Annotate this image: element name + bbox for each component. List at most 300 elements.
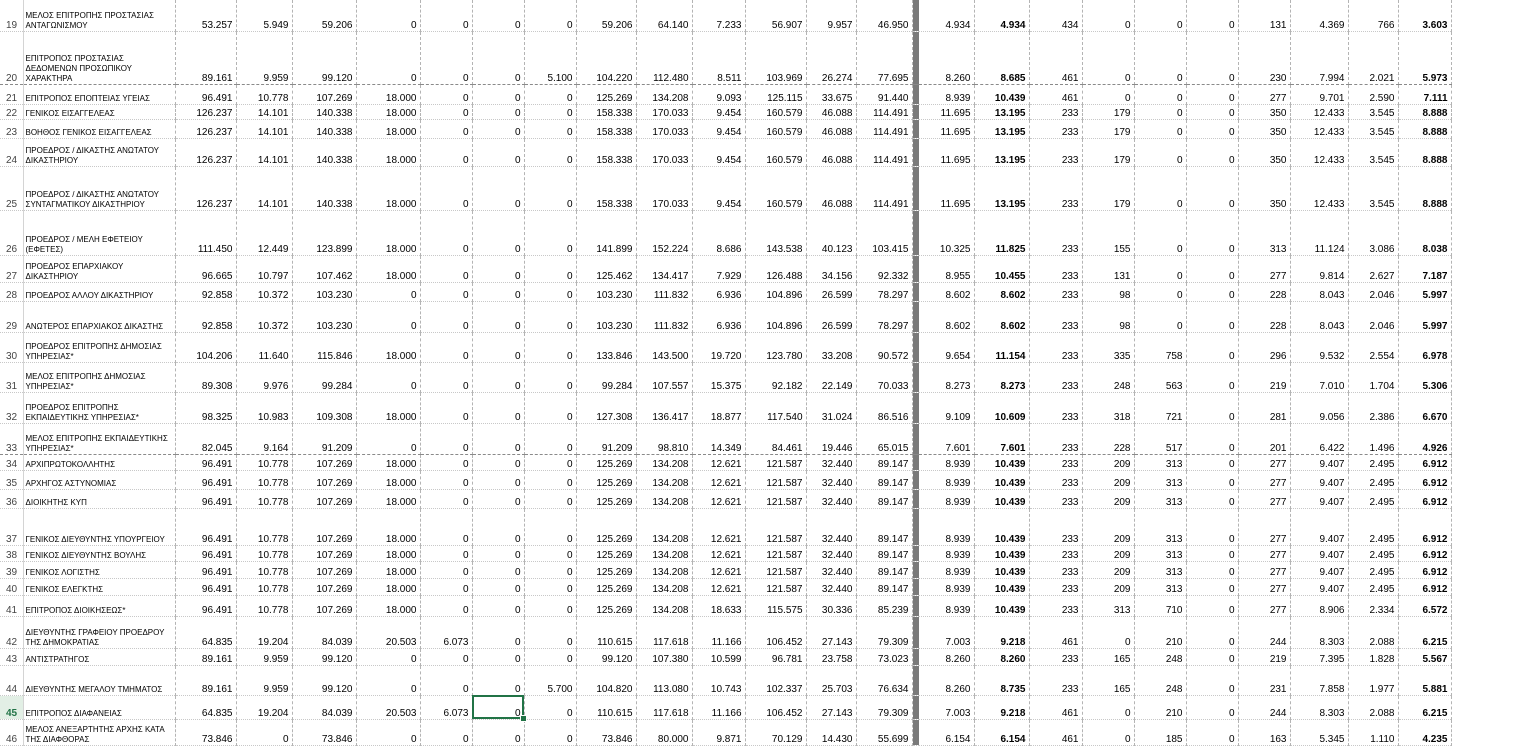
- value-cell[interactable]: 8.511: [692, 31, 745, 84]
- value-cell[interactable]: 0: [472, 282, 524, 301]
- value-cell[interactable]: 244: [1238, 616, 1290, 648]
- value-cell[interactable]: 0: [356, 31, 420, 84]
- value-cell[interactable]: 92.332: [856, 255, 912, 282]
- value-cell[interactable]: 131: [1082, 255, 1134, 282]
- value-cell[interactable]: 8.888: [1398, 166, 1451, 210]
- value-cell[interactable]: 0: [472, 508, 524, 545]
- value-cell[interactable]: 6.912: [1398, 470, 1451, 489]
- value-cell[interactable]: 0: [1186, 166, 1238, 210]
- value-cell[interactable]: 11.695: [919, 166, 974, 210]
- value-cell[interactable]: 233: [1029, 104, 1082, 119]
- value-cell[interactable]: 0: [1186, 470, 1238, 489]
- position-name-cell[interactable]: ΕΠΙΤΡΟΠΟΣ ΠΡΟΣΤΑΣΙΑΣ ΔΕΔΟΜΕΝΩΝ ΠΡΟΣΩΠΙΚΟΥ ΧΑΡΑΚΤΗΡΑ: [23, 31, 175, 84]
- value-cell[interactable]: 277: [1238, 561, 1290, 578]
- value-cell[interactable]: 10.372: [236, 282, 292, 301]
- value-cell[interactable]: 143.538: [745, 210, 806, 255]
- value-cell[interactable]: 0: [420, 166, 472, 210]
- value-cell[interactable]: 115.575: [745, 595, 806, 616]
- value-cell[interactable]: 92.858: [175, 282, 236, 301]
- value-cell[interactable]: 0: [524, 392, 576, 423]
- value-cell[interactable]: 0: [472, 84, 524, 104]
- value-cell[interactable]: 96.491: [175, 508, 236, 545]
- value-cell[interactable]: 0: [1134, 0, 1186, 31]
- value-cell[interactable]: 12.621: [692, 578, 745, 595]
- value-cell[interactable]: 5.881: [1398, 665, 1451, 695]
- value-cell[interactable]: 710: [1134, 595, 1186, 616]
- value-cell[interactable]: 277: [1238, 454, 1290, 470]
- value-cell[interactable]: 0: [524, 166, 576, 210]
- value-cell[interactable]: 73.846: [576, 719, 636, 745]
- value-cell[interactable]: 2.495: [1348, 470, 1398, 489]
- value-cell[interactable]: 0: [1134, 166, 1186, 210]
- value-cell[interactable]: 8.888: [1398, 119, 1451, 138]
- value-cell[interactable]: 6.912: [1398, 545, 1451, 561]
- value-cell[interactable]: 0: [524, 138, 576, 166]
- row-header[interactable]: 29: [0, 301, 23, 332]
- value-cell[interactable]: 758: [1134, 332, 1186, 362]
- value-cell[interactable]: 0: [472, 138, 524, 166]
- value-cell[interactable]: 96.491: [175, 595, 236, 616]
- value-cell[interactable]: 165: [1082, 648, 1134, 665]
- value-cell[interactable]: 5.997: [1398, 282, 1451, 301]
- value-cell[interactable]: 103.230: [292, 282, 356, 301]
- value-cell[interactable]: 10.325: [919, 210, 974, 255]
- value-cell[interactable]: 89.147: [856, 561, 912, 578]
- value-cell[interactable]: 8.602: [974, 301, 1029, 332]
- value-cell[interactable]: 10.439: [974, 489, 1029, 508]
- value-cell[interactable]: 11.166: [692, 616, 745, 648]
- value-cell[interactable]: 59.206: [576, 0, 636, 31]
- value-cell[interactable]: 125.269: [576, 454, 636, 470]
- value-cell[interactable]: 0: [524, 719, 576, 745]
- value-cell[interactable]: 0: [420, 423, 472, 454]
- value-cell[interactable]: 8.735: [974, 665, 1029, 695]
- value-cell[interactable]: 89.147: [856, 489, 912, 508]
- value-cell[interactable]: 233: [1029, 545, 1082, 561]
- value-cell[interactable]: 0: [472, 301, 524, 332]
- value-cell[interactable]: 2.495: [1348, 578, 1398, 595]
- value-cell[interactable]: 10.778: [236, 578, 292, 595]
- value-cell[interactable]: 9.407: [1290, 545, 1348, 561]
- value-cell[interactable]: 0: [472, 210, 524, 255]
- value-cell[interactable]: 10.439: [974, 595, 1029, 616]
- value-cell[interactable]: 10.439: [974, 470, 1029, 489]
- value-cell[interactable]: 233: [1029, 489, 1082, 508]
- value-cell[interactable]: 350: [1238, 166, 1290, 210]
- row-header[interactable]: 46: [0, 719, 23, 745]
- value-cell[interactable]: 6.073: [420, 616, 472, 648]
- value-cell[interactable]: 228: [1082, 423, 1134, 454]
- value-cell[interactable]: 125.269: [576, 508, 636, 545]
- value-cell[interactable]: 12.621: [692, 561, 745, 578]
- value-cell[interactable]: 209: [1082, 470, 1134, 489]
- value-cell[interactable]: 104.896: [745, 282, 806, 301]
- value-cell[interactable]: 0: [1082, 84, 1134, 104]
- value-cell[interactable]: 0: [1082, 616, 1134, 648]
- value-cell[interactable]: 9.218: [974, 695, 1029, 719]
- value-cell[interactable]: 18.000: [356, 104, 420, 119]
- row-header[interactable]: 25: [0, 166, 23, 210]
- row-header[interactable]: 21: [0, 84, 23, 104]
- value-cell[interactable]: 8.273: [974, 362, 1029, 392]
- value-cell[interactable]: 6.422: [1290, 423, 1348, 454]
- position-name-cell[interactable]: ΜΕΛΟΣ ΑΝΕΞΑΡΤΗΤΗΣ ΑΡΧΗΣ ΚΑΤΑ ΤΗΣ ΔΙΑΦΘΟΡΑΣ: [23, 719, 175, 745]
- value-cell[interactable]: 230: [1238, 31, 1290, 84]
- value-cell[interactable]: 32.440: [806, 545, 856, 561]
- value-cell[interactable]: 125.269: [576, 545, 636, 561]
- value-cell[interactable]: 209: [1082, 508, 1134, 545]
- value-cell[interactable]: 134.208: [636, 454, 692, 470]
- row-header[interactable]: 39: [0, 561, 23, 578]
- value-cell[interactable]: 8.939: [919, 489, 974, 508]
- value-cell[interactable]: 99.284: [576, 362, 636, 392]
- value-cell[interactable]: 19.720: [692, 332, 745, 362]
- value-cell[interactable]: 107.269: [292, 470, 356, 489]
- value-cell[interactable]: 0: [472, 648, 524, 665]
- value-cell[interactable]: 0: [420, 561, 472, 578]
- value-cell[interactable]: 2.021: [1348, 31, 1398, 84]
- value-cell[interactable]: 0: [1134, 104, 1186, 119]
- position-name-cell[interactable]: ΕΠΙΤΡΟΠΟΣ ΔΙΟΙΚΗΣΕΩΣ*: [23, 595, 175, 616]
- value-cell[interactable]: 0: [472, 719, 524, 745]
- value-cell[interactable]: 0: [1186, 255, 1238, 282]
- value-cell[interactable]: 121.587: [745, 470, 806, 489]
- value-cell[interactable]: 126.488: [745, 255, 806, 282]
- value-cell[interactable]: 233: [1029, 166, 1082, 210]
- value-cell[interactable]: 9.957: [806, 0, 856, 31]
- value-cell[interactable]: 0: [524, 255, 576, 282]
- row-header[interactable]: 20: [0, 31, 23, 84]
- value-cell[interactable]: 165: [1082, 665, 1134, 695]
- value-cell[interactable]: 0: [1186, 489, 1238, 508]
- value-cell[interactable]: 98.325: [175, 392, 236, 423]
- value-cell[interactable]: 313: [1134, 561, 1186, 578]
- value-cell[interactable]: 107.269: [292, 508, 356, 545]
- value-cell[interactable]: 20.503: [356, 616, 420, 648]
- position-name-cell[interactable]: ΑΝΩΤΕΡΟΣ ΕΠΑΡΧΙΑΚΟΣ ΔΙΚΑΣΤΗΣ: [23, 301, 175, 332]
- value-cell[interactable]: 84.461: [745, 423, 806, 454]
- value-cell[interactable]: 0: [472, 578, 524, 595]
- value-cell[interactable]: 99.284: [292, 362, 356, 392]
- value-cell[interactable]: 0: [356, 282, 420, 301]
- value-cell[interactable]: 103.230: [576, 282, 636, 301]
- value-cell[interactable]: 7.003: [919, 695, 974, 719]
- value-cell[interactable]: 99.120: [292, 31, 356, 84]
- value-cell[interactable]: 12.621: [692, 508, 745, 545]
- value-cell[interactable]: 134.208: [636, 578, 692, 595]
- value-cell[interactable]: 6.215: [1398, 695, 1451, 719]
- value-cell[interactable]: 7.010: [1290, 362, 1348, 392]
- value-cell[interactable]: 96.491: [175, 454, 236, 470]
- value-cell[interactable]: 107.269: [292, 454, 356, 470]
- value-cell[interactable]: 10.778: [236, 508, 292, 545]
- position-name-cell[interactable]: ΕΠΙΤΡΟΠΟΣ ΔΙΑΦΑΝΕΙΑΣ: [23, 695, 175, 719]
- value-cell[interactable]: 0: [472, 332, 524, 362]
- value-cell[interactable]: 185: [1134, 719, 1186, 745]
- value-cell[interactable]: 0: [1134, 255, 1186, 282]
- value-cell[interactable]: 350: [1238, 119, 1290, 138]
- value-cell[interactable]: 70.033: [856, 362, 912, 392]
- row-header[interactable]: 35: [0, 470, 23, 489]
- value-cell[interactable]: 92.182: [745, 362, 806, 392]
- value-cell[interactable]: 0: [420, 665, 472, 695]
- value-cell[interactable]: 1.704: [1348, 362, 1398, 392]
- value-cell[interactable]: 6.912: [1398, 454, 1451, 470]
- value-cell[interactable]: 0: [1082, 0, 1134, 31]
- position-name-cell[interactable]: ΜΕΛΟΣ ΕΠΙΤΡΟΠΗΣ ΕΚΠΑΙΔΕΥΤΙΚΗΣ ΥΠΗΡΕΣΙΑΣ*: [23, 423, 175, 454]
- value-cell[interactable]: 8.043: [1290, 282, 1348, 301]
- value-cell[interactable]: 84.039: [292, 695, 356, 719]
- value-cell[interactable]: 313: [1134, 545, 1186, 561]
- value-cell[interactable]: 9.407: [1290, 489, 1348, 508]
- value-cell[interactable]: 10.778: [236, 561, 292, 578]
- value-cell[interactable]: 107.462: [292, 255, 356, 282]
- value-cell[interactable]: 65.015: [856, 423, 912, 454]
- value-cell[interactable]: 277: [1238, 489, 1290, 508]
- row-header[interactable]: 44: [0, 665, 23, 695]
- value-cell[interactable]: 18.000: [356, 489, 420, 508]
- value-cell[interactable]: 0: [420, 545, 472, 561]
- value-cell[interactable]: 19.204: [236, 616, 292, 648]
- value-cell[interactable]: 27.143: [806, 695, 856, 719]
- value-cell[interactable]: 8.939: [919, 84, 974, 104]
- value-cell[interactable]: 10.778: [236, 454, 292, 470]
- value-cell[interactable]: 248: [1082, 362, 1134, 392]
- value-cell[interactable]: 0: [524, 578, 576, 595]
- value-cell[interactable]: 0: [420, 119, 472, 138]
- value-cell[interactable]: 114.491: [856, 119, 912, 138]
- value-cell[interactable]: 91.209: [576, 423, 636, 454]
- value-cell[interactable]: 233: [1029, 648, 1082, 665]
- value-cell[interactable]: 117.618: [636, 616, 692, 648]
- value-cell[interactable]: 10.439: [974, 561, 1029, 578]
- value-cell[interactable]: 18.000: [356, 392, 420, 423]
- value-cell[interactable]: 313: [1134, 578, 1186, 595]
- value-cell[interactable]: 123.899: [292, 210, 356, 255]
- value-cell[interactable]: 170.033: [636, 119, 692, 138]
- value-cell[interactable]: 158.338: [576, 104, 636, 119]
- value-cell[interactable]: 7.601: [919, 423, 974, 454]
- value-cell[interactable]: 96.491: [175, 545, 236, 561]
- value-cell[interactable]: 0: [472, 31, 524, 84]
- value-cell[interactable]: 0: [420, 454, 472, 470]
- value-cell[interactable]: 233: [1029, 470, 1082, 489]
- value-cell[interactable]: 0: [472, 545, 524, 561]
- value-cell[interactable]: 125.269: [576, 595, 636, 616]
- value-cell[interactable]: 0: [472, 665, 524, 695]
- value-cell[interactable]: 9.454: [692, 104, 745, 119]
- value-cell[interactable]: 0: [472, 392, 524, 423]
- position-name-cell[interactable]: ΕΠΙΤΡΟΠΟΣ ΕΠΟΠΤΕΙΑΣ ΥΓΕΙΑΣ: [23, 84, 175, 104]
- value-cell[interactable]: 11.695: [919, 119, 974, 138]
- value-cell[interactable]: 79.309: [856, 695, 912, 719]
- value-cell[interactable]: 140.338: [292, 104, 356, 119]
- value-cell[interactable]: 233: [1029, 255, 1082, 282]
- value-cell[interactable]: 2.046: [1348, 301, 1398, 332]
- value-cell[interactable]: 1.977: [1348, 665, 1398, 695]
- value-cell[interactable]: 0: [420, 138, 472, 166]
- value-cell[interactable]: 2.495: [1348, 508, 1398, 545]
- value-cell[interactable]: 0: [1186, 332, 1238, 362]
- position-name-cell[interactable]: ΒΟΗΘΟΣ ΓΕΝΙΚΟΣ ΕΙΣΑΓΓΕΛΕΑΣ: [23, 119, 175, 138]
- value-cell[interactable]: 5.567: [1398, 648, 1451, 665]
- value-cell[interactable]: 461: [1029, 616, 1082, 648]
- value-cell[interactable]: 18.000: [356, 454, 420, 470]
- value-cell[interactable]: 335: [1082, 332, 1134, 362]
- row-header[interactable]: 38: [0, 545, 23, 561]
- value-cell[interactable]: 26.599: [806, 282, 856, 301]
- value-cell[interactable]: 23.758: [806, 648, 856, 665]
- value-cell[interactable]: 14.101: [236, 166, 292, 210]
- position-name-cell[interactable]: ΠΡΟΕΔΡΟΣ ΑΛΛΟΥ ΔΙΚΑΣΤΗΡΙΟΥ: [23, 282, 175, 301]
- value-cell[interactable]: 210: [1134, 695, 1186, 719]
- value-cell[interactable]: 11.166: [692, 695, 745, 719]
- value-cell[interactable]: 0: [472, 616, 524, 648]
- value-cell[interactable]: 10.778: [236, 545, 292, 561]
- value-cell[interactable]: 59.206: [292, 0, 356, 31]
- value-cell[interactable]: 64.140: [636, 0, 692, 31]
- value-cell[interactable]: 121.587: [745, 508, 806, 545]
- value-cell[interactable]: 0: [524, 545, 576, 561]
- value-cell[interactable]: 141.899: [576, 210, 636, 255]
- value-cell[interactable]: 0: [1186, 362, 1238, 392]
- value-cell[interactable]: 0: [472, 561, 524, 578]
- value-cell[interactable]: 277: [1238, 470, 1290, 489]
- value-cell[interactable]: 179: [1082, 166, 1134, 210]
- value-cell[interactable]: 25.703: [806, 665, 856, 695]
- value-cell[interactable]: 0: [524, 595, 576, 616]
- value-cell[interactable]: 20.503: [356, 695, 420, 719]
- value-cell[interactable]: 78.297: [856, 301, 912, 332]
- value-cell[interactable]: 11.825: [974, 210, 1029, 255]
- value-cell[interactable]: 111.450: [175, 210, 236, 255]
- value-cell[interactable]: 14.101: [236, 104, 292, 119]
- value-cell[interactable]: 228: [1238, 282, 1290, 301]
- value-cell[interactable]: 0: [524, 210, 576, 255]
- value-cell[interactable]: 318: [1082, 392, 1134, 423]
- value-cell[interactable]: 9.056: [1290, 392, 1348, 423]
- value-cell[interactable]: 0: [1186, 508, 1238, 545]
- value-cell[interactable]: 107.269: [292, 545, 356, 561]
- position-name-cell[interactable]: ΑΝΤΙΣΤΡΑΤΗΓΟΣ: [23, 648, 175, 665]
- value-cell[interactable]: 155: [1082, 210, 1134, 255]
- value-cell[interactable]: 32.440: [806, 489, 856, 508]
- value-cell[interactable]: 0: [1186, 282, 1238, 301]
- value-cell[interactable]: 0: [524, 119, 576, 138]
- value-cell[interactable]: 104.206: [175, 332, 236, 362]
- value-cell[interactable]: 0: [420, 595, 472, 616]
- value-cell[interactable]: 46.088: [806, 104, 856, 119]
- position-name-cell[interactable]: ΜΕΛΟΣ ΕΠΙΤΡΟΠΗΣ ΔΗΜΟΣΙΑΣ ΥΠΗΡΕΣΙΑΣ*: [23, 362, 175, 392]
- value-cell[interactable]: 8.939: [919, 508, 974, 545]
- value-cell[interactable]: 8.906: [1290, 595, 1348, 616]
- value-cell[interactable]: 0: [472, 423, 524, 454]
- value-cell[interactable]: 517: [1134, 423, 1186, 454]
- row-header[interactable]: 27: [0, 255, 23, 282]
- value-cell[interactable]: 201: [1238, 423, 1290, 454]
- value-cell[interactable]: 18.000: [356, 138, 420, 166]
- value-cell[interactable]: 10.778: [236, 595, 292, 616]
- value-cell[interactable]: 143.500: [636, 332, 692, 362]
- row-header[interactable]: 32: [0, 392, 23, 423]
- value-cell[interactable]: 10.439: [974, 545, 1029, 561]
- value-cell[interactable]: 0: [524, 423, 576, 454]
- value-cell[interactable]: 123.780: [745, 332, 806, 362]
- value-cell[interactable]: 13.195: [974, 166, 1029, 210]
- value-cell[interactable]: 6.936: [692, 301, 745, 332]
- value-cell[interactable]: 8.260: [919, 665, 974, 695]
- value-cell[interactable]: 9.701: [1290, 84, 1348, 104]
- value-cell[interactable]: 0: [420, 282, 472, 301]
- value-cell[interactable]: 10.599: [692, 648, 745, 665]
- value-cell[interactable]: 103.230: [576, 301, 636, 332]
- value-cell[interactable]: 209: [1082, 454, 1134, 470]
- value-cell[interactable]: 9.959: [236, 648, 292, 665]
- value-cell[interactable]: 117.540: [745, 392, 806, 423]
- value-cell[interactable]: 121.587: [745, 578, 806, 595]
- value-cell[interactable]: 231: [1238, 665, 1290, 695]
- value-cell[interactable]: 126.237: [175, 138, 236, 166]
- value-cell[interactable]: 10.439: [974, 508, 1029, 545]
- value-cell[interactable]: 0: [1186, 665, 1238, 695]
- value-cell[interactable]: 277: [1238, 508, 1290, 545]
- value-cell[interactable]: 0: [420, 362, 472, 392]
- value-cell[interactable]: 12.621: [692, 489, 745, 508]
- value-cell[interactable]: 12.433: [1290, 119, 1348, 138]
- value-cell[interactable]: 10.778: [236, 489, 292, 508]
- value-cell[interactable]: 18.633: [692, 595, 745, 616]
- value-cell[interactable]: 9.871: [692, 719, 745, 745]
- row-header[interactable]: 43: [0, 648, 23, 665]
- value-cell[interactable]: 8.038: [1398, 210, 1451, 255]
- value-cell[interactable]: 140.338: [292, 166, 356, 210]
- value-cell[interactable]: 6.572: [1398, 595, 1451, 616]
- value-cell[interactable]: 5.345: [1290, 719, 1348, 745]
- value-cell[interactable]: 0: [420, 508, 472, 545]
- value-cell[interactable]: 296: [1238, 332, 1290, 362]
- value-cell[interactable]: 121.587: [745, 454, 806, 470]
- value-cell[interactable]: 461: [1029, 31, 1082, 84]
- value-cell[interactable]: 121.587: [745, 561, 806, 578]
- value-cell[interactable]: 110.615: [576, 695, 636, 719]
- value-cell[interactable]: 2.386: [1348, 392, 1398, 423]
- value-cell[interactable]: 233: [1029, 423, 1082, 454]
- value-cell[interactable]: 8.939: [919, 561, 974, 578]
- value-cell[interactable]: 0: [472, 166, 524, 210]
- value-cell[interactable]: 127.308: [576, 392, 636, 423]
- position-name-cell[interactable]: ΜΕΛΟΣ ΕΠΙΤΡΟΠΗΣ ΠΡΟΣΤΑΣΙΑΣ ΑΝΤΑΓΩΝΙΣΜΟΥ: [23, 0, 175, 31]
- value-cell[interactable]: 313: [1134, 489, 1186, 508]
- value-cell[interactable]: 170.033: [636, 138, 692, 166]
- value-cell[interactable]: 0: [524, 616, 576, 648]
- value-cell[interactable]: 461: [1029, 719, 1082, 745]
- value-cell[interactable]: 0: [524, 362, 576, 392]
- value-cell[interactable]: 96.491: [175, 561, 236, 578]
- value-cell[interactable]: 248: [1134, 648, 1186, 665]
- value-cell[interactable]: 4.926: [1398, 423, 1451, 454]
- value-cell[interactable]: 6.154: [974, 719, 1029, 745]
- value-cell[interactable]: 0: [420, 31, 472, 84]
- value-cell[interactable]: 170.033: [636, 166, 692, 210]
- value-cell[interactable]: 18.000: [356, 166, 420, 210]
- value-cell[interactable]: 134.208: [636, 489, 692, 508]
- value-cell[interactable]: 96.491: [175, 470, 236, 489]
- value-cell[interactable]: 15.375: [692, 362, 745, 392]
- value-cell[interactable]: 40.123: [806, 210, 856, 255]
- value-cell[interactable]: 1.110: [1348, 719, 1398, 745]
- value-cell[interactable]: 0: [524, 454, 576, 470]
- value-cell[interactable]: 134.417: [636, 255, 692, 282]
